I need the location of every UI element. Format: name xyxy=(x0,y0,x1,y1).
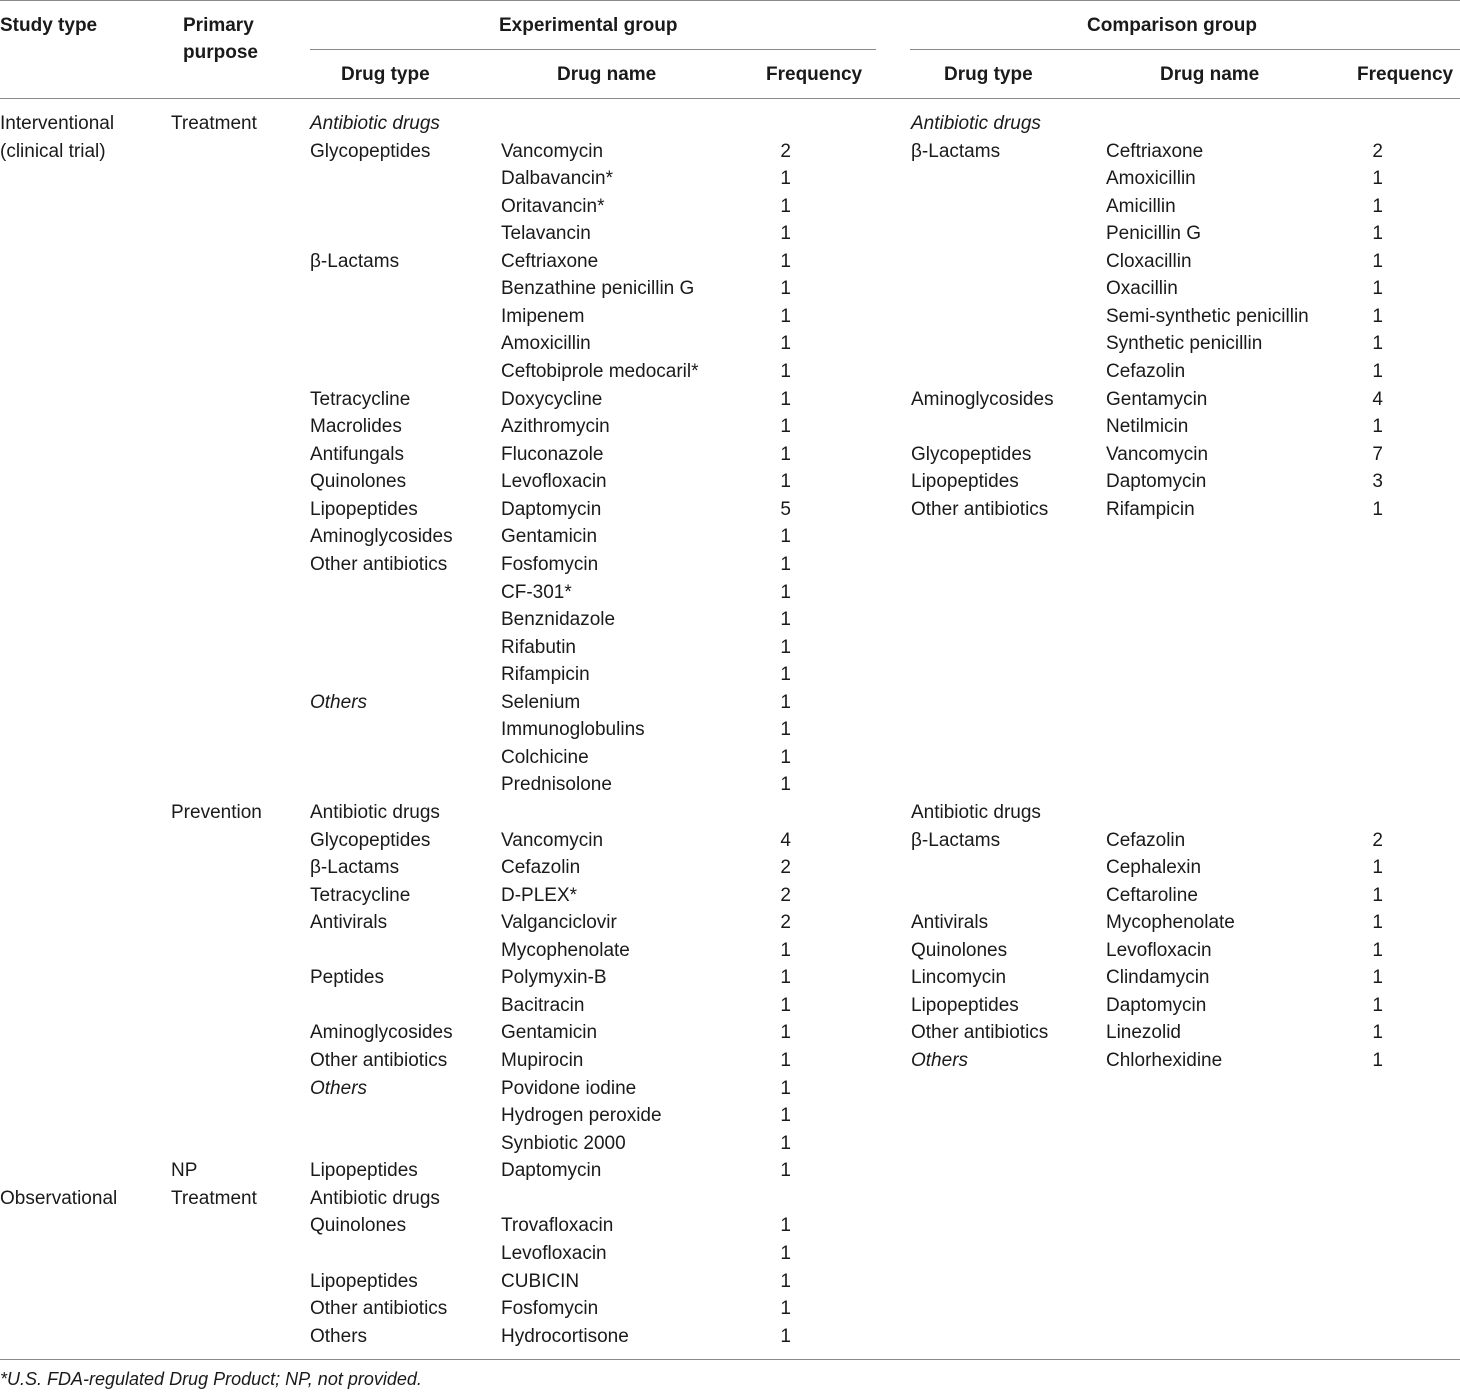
table-footnote: *U.S. FDA-regulated Drug Product; NP, not provided. xyxy=(0,1369,422,1389)
drug-type-cell: Other antibiotics xyxy=(911,1022,1049,1044)
frequency-cell: 1 xyxy=(780,361,791,383)
drug-type-cell: Tetracycline xyxy=(310,388,411,410)
drug-name-cell: Gentamicin xyxy=(501,526,598,548)
drug-name-cell: Selenium xyxy=(501,691,581,713)
experimental-group-rule xyxy=(310,49,876,50)
drug-name-cell: Clindamycin xyxy=(1106,967,1210,989)
study-type-interventional: Interventional xyxy=(0,113,115,134)
frequency-cell: 4 xyxy=(1372,388,1383,410)
drug-name-cell: Amoxicillin xyxy=(1106,168,1196,190)
frequency-cell: 1 xyxy=(1372,361,1383,383)
header-primary-purpose-2: purpose xyxy=(183,42,258,63)
frequency-cell: 1 xyxy=(780,1077,791,1099)
frequency-cell: 2 xyxy=(780,140,791,162)
drug-name-cell: Mupirocin xyxy=(501,1050,584,1072)
drug-type-cell: Other antibiotics xyxy=(310,553,448,575)
drug-type-cell: β-Lactams xyxy=(911,829,1001,851)
drug-name-cell: CUBICIN xyxy=(501,1270,580,1292)
purpose-treatment-observational: Treatment xyxy=(171,1188,257,1209)
drug-name-cell: Immunoglobulins xyxy=(501,719,645,741)
purpose-treatment: Treatment xyxy=(171,113,257,134)
frequency-cell: 1 xyxy=(780,168,791,190)
frequency-cell: 1 xyxy=(780,388,791,410)
frequency-cell: 1 xyxy=(780,305,791,327)
frequency-cell: 1 xyxy=(1372,168,1383,190)
frequency-cell: 2 xyxy=(1372,829,1383,851)
top-rule xyxy=(0,0,1460,1)
drug-type-cell: β-Lactams xyxy=(310,857,400,879)
drug-type-cell: Antifungals xyxy=(310,443,405,465)
frequency-cell: 1 xyxy=(1372,912,1383,934)
drug-type-cell: β-Lactams xyxy=(911,140,1001,162)
drug-name-cell: Rifampicin xyxy=(1106,498,1195,520)
drug-type-cell: Antibiotic drugs xyxy=(911,802,1041,823)
frequency-cell: 1 xyxy=(780,664,791,686)
drug-name-cell: CF-301* xyxy=(501,581,572,603)
drug-name-cell: Vancomycin xyxy=(501,140,604,162)
drug-name-cell: Semi-synthetic penicillin xyxy=(1106,305,1309,327)
drug-type-cell: Glycopeptides xyxy=(310,140,431,162)
drug-type-cell: Lipopeptides xyxy=(310,1270,418,1292)
frequency-cell: 1 xyxy=(780,333,791,355)
header-bottom-rule xyxy=(0,98,1460,99)
frequency-cell: 1 xyxy=(780,1215,791,1237)
frequency-cell: 1 xyxy=(780,223,791,245)
frequency-cell: 2 xyxy=(780,857,791,879)
drug-name-cell: Azithromycin xyxy=(501,416,610,438)
drug-name-cell: Gentamicin xyxy=(501,1022,598,1044)
drug-type-cell: Aminoglycosides xyxy=(310,1022,453,1044)
drug-name-cell: Hydrocortisone xyxy=(501,1325,629,1347)
frequency-cell: 1 xyxy=(1372,305,1383,327)
frequency-cell: 1 xyxy=(780,636,791,658)
drug-type-cell: Antibiotic drugs xyxy=(310,1187,440,1209)
drug-name-cell: Penicillin G xyxy=(1106,223,1202,245)
drug-name-cell: Colchicine xyxy=(501,746,589,768)
frequency-cell: 1 xyxy=(780,1050,791,1072)
drug-type-cell: Lipopeptides xyxy=(310,1160,418,1182)
drug-type-cell: Quinolones xyxy=(310,471,407,493)
header-primary-purpose-1: Primary xyxy=(183,15,254,36)
study-type-observational: Observational xyxy=(0,1188,118,1209)
drug-name-cell: Linezolid xyxy=(1106,1022,1181,1044)
drug-type-cell: Quinolones xyxy=(911,939,1008,961)
drug-type-cell: Peptides xyxy=(310,967,384,989)
drug-name-cell: Vancomycin xyxy=(1106,443,1209,465)
drug-type-cell: Quinolones xyxy=(310,1215,407,1237)
purpose-np: NP xyxy=(171,1160,198,1181)
header-study-type: Study type xyxy=(0,15,98,36)
drug-type-cell: β-Lactams xyxy=(310,250,400,272)
drug-name-cell: Cefazolin xyxy=(1106,361,1186,383)
drug-name-cell: Hydrogen peroxide xyxy=(501,1105,662,1127)
frequency-cell: 1 xyxy=(780,195,791,217)
drug-name-cell: Daptomycin xyxy=(1106,994,1207,1016)
frequency-cell: 1 xyxy=(780,443,791,465)
drug-type-cell: Other antibiotics xyxy=(310,1298,448,1320)
drug-type-cell: Others xyxy=(310,691,368,713)
drug-name-cell: Cloxacillin xyxy=(1106,250,1192,272)
drug-name-cell: Levofloxacin xyxy=(1106,939,1212,961)
frequency-cell: 1 xyxy=(1372,1050,1383,1072)
frequency-cell: 1 xyxy=(780,691,791,713)
drug-name-cell: Dalbavancin* xyxy=(501,168,613,190)
drug-name-cell: Rifampicin xyxy=(501,664,590,686)
drug-name-cell: Cephalexin xyxy=(1106,857,1202,879)
drug-type-cell: Aminoglycosides xyxy=(310,526,453,548)
frequency-cell: 1 xyxy=(1372,416,1383,438)
frequency-cell: 1 xyxy=(780,609,791,631)
drug-name-cell: Ceftriaxone xyxy=(1106,140,1204,162)
drug-type-cell: Lipopeptides xyxy=(911,471,1019,493)
frequency-cell: 1 xyxy=(780,278,791,300)
frequency-cell: 7 xyxy=(1372,443,1383,465)
drug-name-cell: Prednisolone xyxy=(501,774,612,796)
drug-name-cell: Oxacillin xyxy=(1106,278,1178,300)
drug-type-cell: Lincomycin xyxy=(911,967,1007,989)
frequency-cell: 1 xyxy=(1372,939,1383,961)
frequency-cell: 1 xyxy=(1372,967,1383,989)
frequency-cell: 1 xyxy=(780,746,791,768)
drug-name-cell: Levofloxacin xyxy=(501,1242,607,1264)
drug-name-cell: Daptomycin xyxy=(501,1160,602,1182)
drug-name-cell: Cefazolin xyxy=(1106,829,1186,851)
drug-name-cell: Polymyxin-B xyxy=(501,967,607,989)
comparison-group-rule xyxy=(910,49,1460,50)
header-cmp-drug-type: Drug type xyxy=(944,64,1033,85)
drug-name-cell: Fosfomycin xyxy=(501,1298,599,1320)
drug-name-cell: Synbiotic 2000 xyxy=(501,1132,626,1154)
frequency-cell: 1 xyxy=(780,994,791,1016)
frequency-cell: 1 xyxy=(780,250,791,272)
drug-name-cell: Levofloxacin xyxy=(501,471,607,493)
drug-name-cell: Benznidazole xyxy=(501,609,616,631)
drug-name-cell: Povidone iodine xyxy=(501,1077,637,1099)
table-bottom-rule xyxy=(0,1359,1460,1360)
frequency-cell: 1 xyxy=(780,719,791,741)
drug-name-cell: Benzathine penicillin G xyxy=(501,278,695,300)
header-cmp-frequency: Frequency xyxy=(1357,64,1454,85)
frequency-cell: 1 xyxy=(780,1132,791,1154)
frequency-cell: 1 xyxy=(780,581,791,603)
drug-name-cell: Valganciclovir xyxy=(501,912,617,934)
drug-name-cell: Doxycycline xyxy=(501,388,603,410)
frequency-cell: 2 xyxy=(780,912,791,934)
drug-name-cell: Telavancin xyxy=(501,223,591,245)
frequency-cell: 1 xyxy=(780,553,791,575)
frequency-cell: 1 xyxy=(1372,250,1383,272)
drug-name-cell: Fluconazole xyxy=(501,443,604,465)
drug-type-cell: Lipopeptides xyxy=(911,994,1019,1016)
frequency-cell: 2 xyxy=(780,884,791,906)
drug-type-cell: Others xyxy=(310,1325,368,1347)
drug-name-cell: Mycophenolate xyxy=(1106,912,1235,934)
frequency-cell: 1 xyxy=(780,939,791,961)
drug-type-cell: Aminoglycosides xyxy=(911,388,1054,410)
drug-name-cell: Oritavancin* xyxy=(501,195,605,217)
frequency-cell: 1 xyxy=(780,471,791,493)
drug-name-cell: Imipenem xyxy=(501,305,585,327)
drug-name-cell: Rifabutin xyxy=(501,636,576,658)
frequency-cell: 5 xyxy=(780,498,791,520)
drug-name-cell: Daptomycin xyxy=(1106,471,1207,493)
drug-name-cell: Fosfomycin xyxy=(501,553,599,575)
header-exp-frequency: Frequency xyxy=(766,64,863,85)
drug-name-cell: Netilmicin xyxy=(1106,416,1189,438)
frequency-cell: 1 xyxy=(1372,994,1383,1016)
drug-name-cell: Trovafloxacin xyxy=(501,1215,614,1237)
drug-type-cell: Lipopeptides xyxy=(310,498,418,520)
drug-type-cell: Antivirals xyxy=(310,912,388,934)
drug-type-cell: Glycopeptides xyxy=(310,829,431,851)
frequency-cell: 4 xyxy=(780,829,791,851)
header-experimental-group: Experimental group xyxy=(499,15,678,36)
study-type-interventional-sub: (clinical trial) xyxy=(0,141,106,162)
drug-type-cell: Antivirals xyxy=(911,912,989,934)
frequency-cell: 1 xyxy=(1372,498,1383,520)
drug-name-cell: D-PLEX* xyxy=(501,884,578,906)
drug-type-cell: Antibiotic drugs xyxy=(911,113,1041,134)
frequency-cell: 1 xyxy=(780,1325,791,1347)
frequency-cell: 1 xyxy=(780,416,791,438)
drug-name-cell: Amicillin xyxy=(1106,195,1176,217)
header-cmp-drug-name: Drug name xyxy=(1160,64,1260,85)
drug-name-cell: Cefazolin xyxy=(501,857,581,879)
frequency-cell: 1 xyxy=(780,967,791,989)
drug-type-cell: Other antibiotics xyxy=(911,498,1049,520)
frequency-cell: 1 xyxy=(780,1105,791,1127)
frequency-cell: 1 xyxy=(1372,333,1383,355)
frequency-cell: 1 xyxy=(1372,278,1383,300)
drug-name-cell: Daptomycin xyxy=(501,498,602,520)
drug-name-cell: Chlorhexidine xyxy=(1106,1050,1223,1072)
frequency-cell: 1 xyxy=(780,1298,791,1320)
drug-type-cell: Others xyxy=(310,1077,368,1099)
header-comparison-group: Comparison group xyxy=(1087,15,1257,36)
frequency-cell: 3 xyxy=(1372,471,1383,493)
drug-name-cell: Gentamycin xyxy=(1106,388,1208,410)
drug-type-cell: Other antibiotics xyxy=(310,1050,448,1072)
header-exp-drug-name: Drug name xyxy=(557,64,657,85)
drug-name-cell: Amoxicillin xyxy=(501,333,591,355)
drug-type-cell: Antibiotic drugs xyxy=(310,802,440,823)
frequency-cell: 2 xyxy=(1372,140,1383,162)
frequency-cell: 1 xyxy=(1372,884,1383,906)
drug-name-cell: Vancomycin xyxy=(501,829,604,851)
frequency-cell: 1 xyxy=(780,774,791,796)
drug-name-cell: Mycophenolate xyxy=(501,939,630,961)
drug-type-cell: Antibiotic drugs xyxy=(310,113,440,134)
drug-name-cell: Ceftobiprole medocaril* xyxy=(501,361,699,383)
frequency-cell: 1 xyxy=(780,1242,791,1264)
frequency-cell: 1 xyxy=(780,526,791,548)
drug-type-cell: Macrolides xyxy=(310,416,402,438)
drug-name-cell: Bacitracin xyxy=(501,994,585,1016)
drug-name-cell: Ceftaroline xyxy=(1106,884,1198,906)
frequency-cell: 1 xyxy=(1372,195,1383,217)
frequency-cell: 1 xyxy=(1372,223,1383,245)
header-exp-drug-type: Drug type xyxy=(341,64,430,85)
frequency-cell: 1 xyxy=(780,1160,791,1182)
drug-type-cell: Tetracycline xyxy=(310,884,411,906)
frequency-cell: 1 xyxy=(780,1022,791,1044)
drug-type-cell: Glycopeptides xyxy=(911,443,1032,465)
drug-type-cell: Others xyxy=(911,1050,969,1072)
drug-name-cell: Ceftriaxone xyxy=(501,250,599,272)
frequency-cell: 1 xyxy=(1372,1022,1383,1044)
frequency-cell: 1 xyxy=(1372,857,1383,879)
frequency-cell: 1 xyxy=(780,1270,791,1292)
purpose-prevention: Prevention xyxy=(171,802,262,823)
drug-name-cell: Synthetic penicillin xyxy=(1106,333,1263,355)
